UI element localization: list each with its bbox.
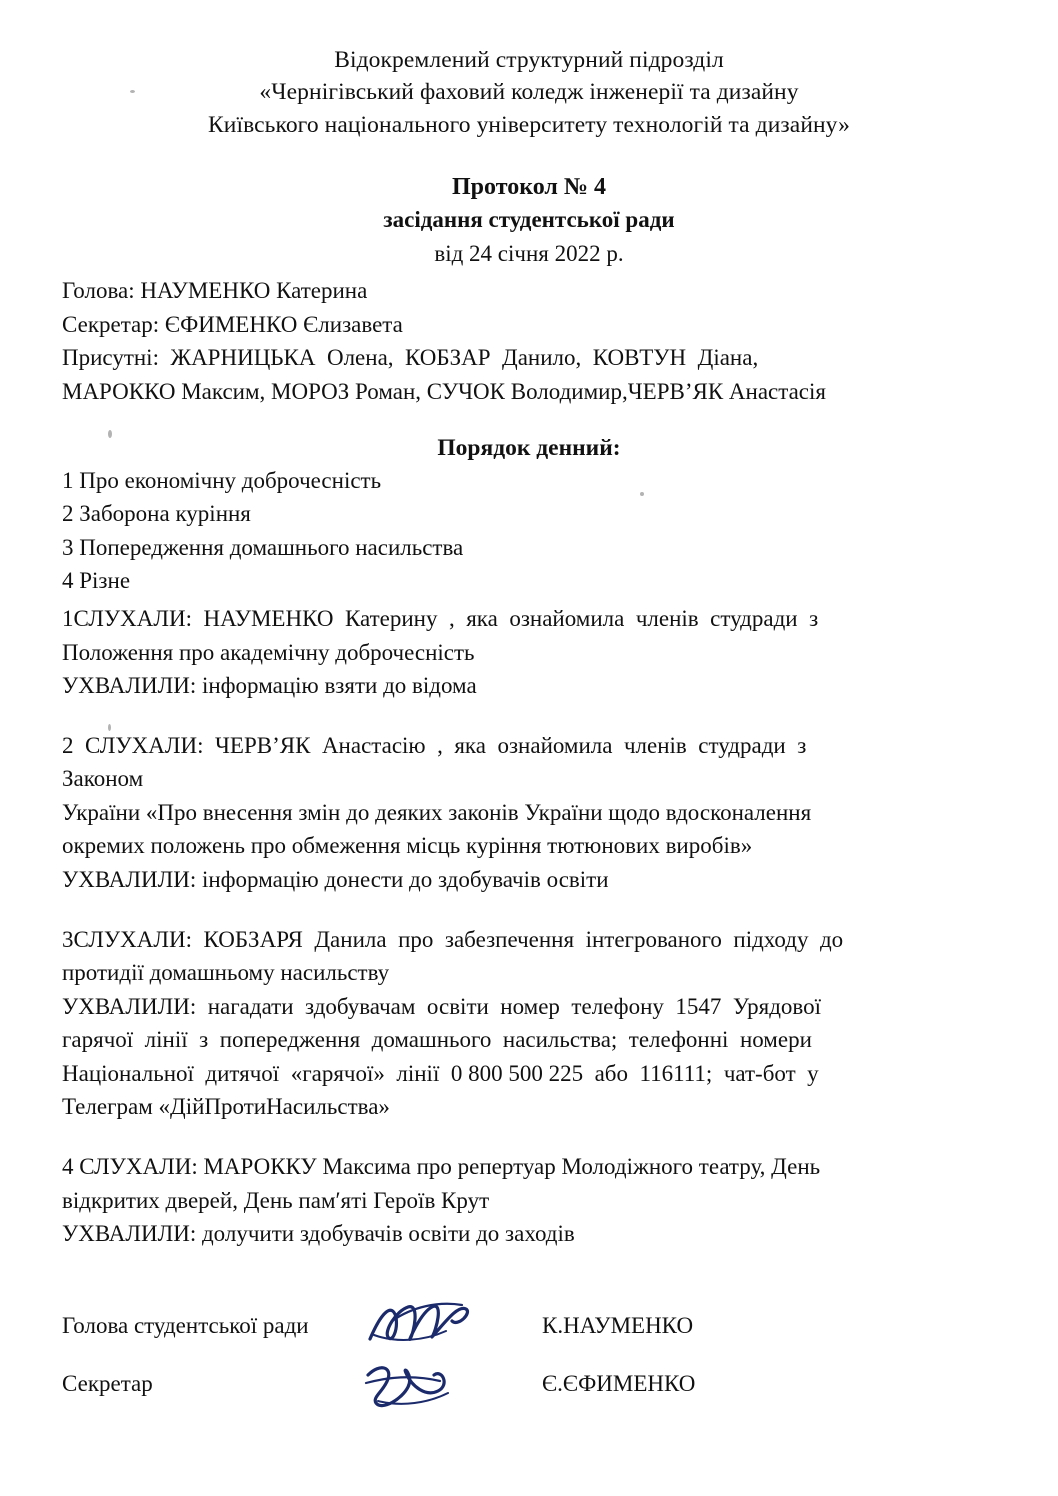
scan-speck — [130, 90, 135, 93]
decided-line: Національної дитячої «гарячої» лінії 0 800 500 225 або 116111; чат-бот у — [62, 1060, 819, 1086]
attendees-line-2: МАРОККО Максим, МОРОЗ Роман, СУЧОК Володимир,ЧЕРВ’ЯК Анастасія — [62, 379, 826, 405]
signature-role: Секретар — [62, 1370, 153, 1396]
agenda-item: 4 Різне — [62, 568, 131, 594]
minutes-item-4 — [62, 1150, 996, 1251]
decided-line: УХВАЛИЛИ: інформацію взяти до відома — [62, 673, 477, 699]
handwritten-signature — [362, 1297, 542, 1355]
organization-line-2: «Чернігівський фаховий коледж інженерії та дизайну — [259, 79, 799, 106]
signature-name: Є.ЄФИМЕНКО — [542, 1370, 696, 1396]
scan-speck — [640, 492, 644, 496]
minutes-item-3 — [62, 923, 996, 1124]
agenda-item: 1 Про економічну доброчесність — [62, 467, 382, 493]
signature-block — [62, 1297, 996, 1413]
organization-line-3: Київського національного університету технологій та дизайну» — [208, 111, 850, 138]
heard-line: 1СЛУХАЛИ: НАУМЕНКО Катерину , яка ознайомила членів студради з — [62, 605, 819, 631]
agenda-list — [62, 464, 996, 598]
heard-line: 2 СЛУХАЛИ: ЧЕРВ’ЯК Анастасію , яка ознайомила членів студради з — [62, 732, 807, 758]
decided-line: гарячої лінії з попередження домашнього насильства; телефонні номери — [62, 1027, 812, 1053]
heard-line: Положення про академічну доброчесність — [62, 639, 475, 665]
attendance-block — [62, 274, 996, 408]
secretary-line: Секретар: ЄФИМЕНКО Єлизавета — [62, 311, 403, 337]
chair-line: Голова: НАУМЕНКО Катерина — [62, 278, 368, 304]
signature-icon — [362, 1349, 542, 1419]
heard-line: Законом — [62, 766, 144, 792]
agenda-item: 2 Заборона куріння — [62, 501, 251, 527]
minutes-item-1 — [62, 602, 996, 703]
signature-icon — [362, 1291, 542, 1361]
heard-line: 4 СЛУХАЛИ: МАРОККУ Максима про репертуар Молодіжного театру, День — [62, 1154, 821, 1180]
decided-line: УХВАЛИЛИ: інформацію донести до здобувачів освіти — [62, 866, 609, 892]
document-date: від 24 січня 2022 р. — [434, 241, 624, 267]
heard-line: відкритих дверей, День пам′яті Героїв Крут — [62, 1187, 490, 1213]
attendees-line-1: Присутні: ЖАРНИЦЬКА Олена, КОБЗАР Данило, КОВТУН Діана, — [62, 345, 759, 371]
agenda-item: 3 Попередження домашнього насильства — [62, 534, 464, 560]
organization-line-1: Відокремлений структурний підрозділ — [334, 47, 724, 73]
page-title: Протокол № 4 — [452, 174, 606, 201]
signature-row — [62, 1355, 996, 1413]
document-subtitle: засідання студентської ради — [383, 207, 675, 233]
signature-row — [62, 1297, 996, 1355]
signature-role: Голова студентської ради — [62, 1312, 309, 1338]
signature-name: К.НАУМЕНКО — [542, 1312, 694, 1338]
handwritten-signature — [362, 1355, 542, 1413]
heard-line: окремих положень про обмеження місць куріння тютюнових виробів» — [62, 833, 753, 859]
agenda-heading: Порядок денний: — [437, 434, 621, 461]
scan-speck — [108, 430, 112, 438]
heard-line: 3СЛУХАЛИ: КОБЗАРЯ Данила про забезпечення інтегрованого підходу до — [62, 926, 844, 952]
organization-header — [62, 44, 996, 141]
scan-speck — [108, 724, 111, 731]
decided-line: УХВАЛИЛИ: долучити здобувачів освіти до заходів — [62, 1221, 575, 1247]
minutes-item-2 — [62, 729, 996, 897]
heard-line: України «Про внесення змін до деяких законів України щодо вдосконалення — [62, 799, 812, 825]
heard-line: протидії домашньому насильству — [62, 960, 390, 986]
decided-line: Телеграм «ДійПротиНасильства» — [62, 1094, 390, 1120]
decided-line: УХВАЛИЛИ: нагадати здобувачам освіти номер телефону 1547 Урядової — [62, 993, 822, 1019]
